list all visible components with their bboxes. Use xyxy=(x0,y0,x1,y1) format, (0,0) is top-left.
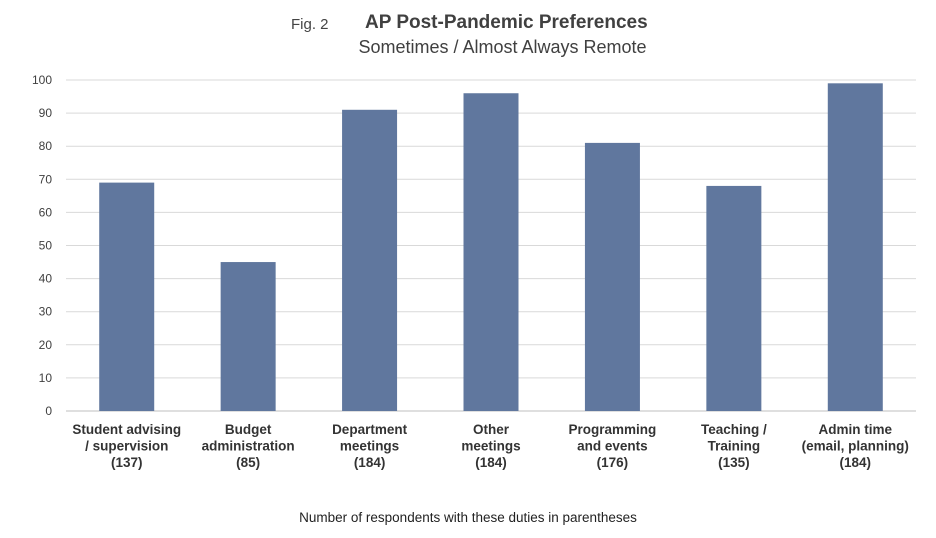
x-tick-label-line: (184) xyxy=(353,455,386,470)
figure-label: Fig. 2 xyxy=(291,16,329,33)
y-tick-label: 100 xyxy=(31,73,52,87)
y-tick-label: 20 xyxy=(38,337,52,352)
bar xyxy=(585,143,640,411)
x-tick-label-line: administration xyxy=(201,438,295,454)
y-tick-label: 10 xyxy=(38,370,52,385)
y-tick-label: 70 xyxy=(38,172,52,187)
x-tick-label xyxy=(332,422,408,470)
y-tick-label: 30 xyxy=(38,304,52,319)
x-tick-label-line: Student advising xyxy=(72,422,182,437)
bar xyxy=(828,83,883,411)
x-tick-label-line: (184) xyxy=(839,455,872,470)
y-tick-label: 90 xyxy=(38,106,52,121)
y-tick-label: 50 xyxy=(38,238,52,253)
chart-footnote: Number of respondents with these duties in parentheses xyxy=(299,510,637,525)
x-tick-label xyxy=(202,422,295,470)
bar xyxy=(221,262,276,411)
y-tick-label: 40 xyxy=(38,271,52,286)
x-tick-label-line: (135) xyxy=(718,455,750,470)
bar xyxy=(706,186,761,411)
x-tick-label-line: (email, planning) xyxy=(801,438,909,454)
chart-subtitle: Sometimes / Almost Always Remote xyxy=(358,37,647,57)
x-tick-label-line: (85) xyxy=(236,455,261,470)
chart-title: AP Post-Pandemic Preferences xyxy=(365,12,648,33)
y-tick-label: 0 xyxy=(45,404,52,418)
bar xyxy=(342,110,397,411)
x-tick-label-line: Budget xyxy=(224,422,272,437)
x-tick-label xyxy=(461,422,520,470)
x-tick-label-line: Training xyxy=(707,438,761,454)
x-tick-label-line: meetings xyxy=(461,438,521,454)
x-tick-label-line: (137) xyxy=(110,455,143,470)
bar xyxy=(99,183,154,411)
x-tick-label-line: Teaching / xyxy=(700,422,767,437)
bar xyxy=(464,93,519,411)
x-tick-label-line: and events xyxy=(577,438,648,454)
x-tick-label-line: (176) xyxy=(596,455,629,470)
x-tick-label-line: Other xyxy=(472,422,510,437)
x-tick-label xyxy=(72,422,181,470)
y-tick-label: 60 xyxy=(38,205,52,220)
x-tick-label xyxy=(701,422,767,470)
x-tick-label xyxy=(802,422,909,470)
x-tick-label-line: Department xyxy=(332,422,408,437)
x-tick-label-line: meetings xyxy=(339,438,400,454)
x-tick-label-line: Programming xyxy=(568,422,657,437)
x-tick-label-line: / supervision xyxy=(85,438,169,454)
x-tick-label xyxy=(569,422,657,470)
x-tick-label-line: Admin time xyxy=(818,422,893,437)
y-tick-label: 80 xyxy=(38,139,52,154)
x-tick-label-line: (184) xyxy=(475,455,507,470)
